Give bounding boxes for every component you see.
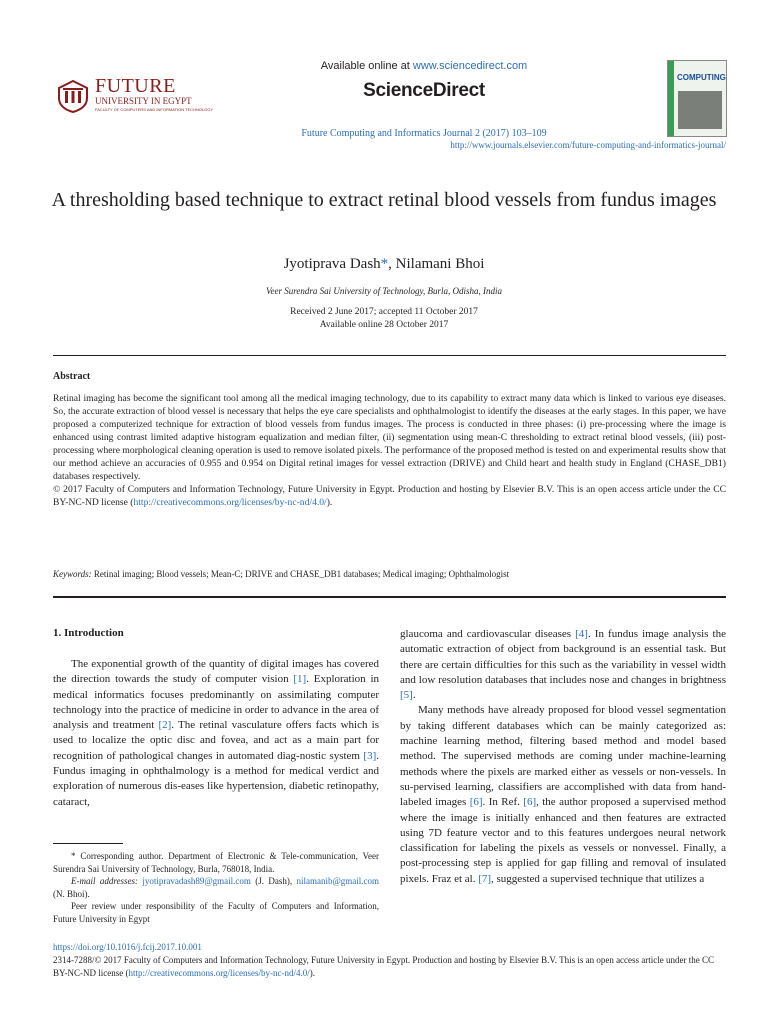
text: , the author proposed a supervised method where the image is initially enhanced and then features are extracted using 7D feature vector and to this features undergoes neural network classification for labeling the pixels as vessels or nonvessel. Finally, a post-processing step is applied for gap filling and removal of insulated pixels. Fraz et al. (400, 796, 727, 885)
license-link[interactable]: http://creativecommons.org/licenses/by-nc-nd/4.0/ (128, 967, 310, 978)
journal-citation: Future Computing and Informatics Journal 2 (2017) 103–109 (301, 128, 547, 139)
text: 2314-7288/© 2017 Faculty of Computers and Information Technology, Future University in Egypt. Production and hosting by Elsevier B.V. This is an open access article under the CC BY-NC-ND license ( (53, 955, 715, 978)
citation-link[interactable]: [5] (400, 689, 413, 702)
right-column (400, 627, 726, 887)
received-date: Received 2 June 2017; accepted 11 October 2017 (290, 307, 478, 317)
text: . In Ref. (482, 796, 524, 809)
journal-homepage-link[interactable]: http://www.journals.elsevier.com/future-computing-and-informatics-journal/ (450, 140, 726, 150)
email-link[interactable]: nilamanib@gmail.com (296, 876, 379, 886)
doi-link[interactable]: https://doi.org/10.1016/j.fcij.2017.10.001 (53, 942, 202, 952)
peer-review-note: Peer review under responsibility of the Faculty of Computers and Information, Future University in Egypt (53, 901, 379, 924)
divider (53, 596, 726, 598)
affiliation: Veer Surendra Sai University of Technology, Burla, Odisha, India (265, 286, 503, 296)
journal-cover-thumbnail (667, 60, 727, 137)
article-title: A thresholding based technique to extract retinal blood vessels from fundus images (51, 189, 717, 211)
corresponding-author-marker[interactable]: * (380, 256, 389, 272)
footnote-divider (53, 843, 123, 844)
divider (53, 355, 726, 356)
logo-sub-text: UNIVERSITY IN EGYPT (95, 96, 192, 106)
abstract-paragraph: Retinal imaging has become the significant tool among all the medical imaging technology, due to its capability to extract many data which is linked to various eye diseases. So, the accurate extraction of blood vessel is necessary that helps the eye care specialists and ophthalmologist to identify the diseases at the early stages. In this paper, we have proposed a computerized technique for extraction of blood vessels from fundus images. The process is conducted in three phases: (i) pre-processing where the image is enhanced using contrast limited adaptive histogram equalization and median filter, (ii) segmentation using mean-C thresholding to extract retinal blood vessels, (iii) post-processing where morphological cleaning operation is used to remove isolated pixels. The performance of the proposed method is tested on and experimental results show that our method achieve an accuracies of 0.955 and 0.954 on Digital retinal images for vessel extraction (DRIVE) and Child heart and health study in England (CHASE_DB1) databases respectively. (53, 393, 726, 482)
text: . (412, 689, 416, 702)
cover-spine (668, 61, 674, 136)
abstract-text (53, 392, 726, 509)
text: The exponential growth of the quantity of digital images has covered the direction towards the study of computer vision (53, 658, 379, 686)
citation-link[interactable]: [6] (469, 796, 483, 809)
text: . Exploration in medical informatics focuses predominantly on assimilating computer technology into the practice of medicine in order to advance in the area of analysis and treatment (53, 673, 379, 732)
email-link[interactable]: jyotipravadash89@gmail.com (142, 876, 251, 886)
citation-link[interactable]: [7] (478, 872, 492, 885)
text: . In fundus image analysis the automatic extraction of object from background is an essential task. But there are certain difficulties for this such as the variability in vessel width and low resolution databases that includes nose and changes in brightness (400, 628, 726, 686)
paragraph (53, 657, 379, 810)
license-link[interactable]: http://creativecommons.org/licenses/by-nc-nd/4.0/ (133, 497, 327, 508)
author-name: Jyotiprava Dash (283, 256, 381, 272)
copyright-end: ). (326, 497, 333, 508)
keywords-list: Retinal imaging; Blood vessels; Mean-C; DRIVE and CHASE_DB1 databases; Medical imaging; Ophthalmologist (91, 569, 510, 579)
sciencedirect-wordmark: ScienceDirect (363, 80, 485, 101)
text: . Fundus imaging in ophthalmology is a method for medical verdict and exploration of numerous dis-eases like hypertension, diabetic retinopathy, cataract, (53, 749, 379, 808)
left-column (53, 657, 379, 810)
text: . The retinal vasculature offers facts which is used to localize the optic disc and fovea, and act as a main part for recognition of pathological changes in automated diag-nostic system (53, 719, 379, 762)
text: ). (309, 967, 316, 978)
citation-link[interactable]: [3] (363, 749, 377, 762)
text: glaucoma and cardiovascular diseases (400, 628, 576, 640)
license-footer (53, 954, 726, 979)
logo-faculty-text: FACULTY OF COMPUTERS AND INFORMATION TECHNOLOGY (95, 107, 214, 112)
corresponding-author-note: * Corresponding author. Department of Electronic & Tele-communication, Veer Surendra Sai University of Technology, Burla, 768018, India. (53, 851, 379, 874)
author-name: , Nilamani Bhoi (388, 256, 485, 272)
online-date: Available online 28 October 2017 (319, 320, 449, 330)
author-list (0, 256, 768, 273)
cover-title: COMPUTING (677, 73, 726, 82)
copyright-text: © 2017 Faculty of Computers and Information Technology, Future University in Egypt. Production and hosting by Elsevier B.V. This is an open access article under the CC BY-NC-ND license ( (53, 484, 726, 508)
text: (N. Bhoi). (53, 888, 90, 899)
email-note (53, 875, 379, 900)
citation-link[interactable]: [1] (293, 673, 307, 686)
available-prefix: Available online at (320, 60, 413, 72)
paragraph (400, 703, 726, 887)
keywords (53, 569, 509, 579)
keywords-label: Keywords: (53, 569, 92, 579)
text: Many methods have already proposed for blood vessel segmentation by taking different databases which can be mainly categorized as: machine learning method, filtering based method and model based method. The supervised methods are coming under machine-learning methods where the pixels are marked either as vessels or non-vessels. In su-pervised learning, classifiers are accomplished with data from hand-labeled images (400, 704, 726, 809)
cover-image (678, 91, 722, 129)
sciencedirect-link[interactable]: www.sciencedirect.com (412, 60, 528, 72)
article-dates (0, 306, 768, 332)
logo-main-text: FUTURE (95, 75, 176, 97)
email-label: E-mail addresses: (71, 876, 139, 886)
text: , suggested a supervised technique that utilizes a (491, 872, 705, 885)
abstract-copyright (53, 483, 726, 509)
section-heading: 1. Introduction (53, 627, 124, 639)
abstract-heading: Abstract (53, 371, 91, 382)
footnotes (53, 850, 379, 925)
text: (J. Dash), (250, 876, 297, 886)
citation-link[interactable]: [6] (523, 796, 537, 809)
available-online (0, 60, 768, 72)
citation-link[interactable]: [4] (575, 628, 588, 640)
paragraph (400, 627, 726, 703)
citation-link[interactable]: [2] (158, 719, 172, 732)
